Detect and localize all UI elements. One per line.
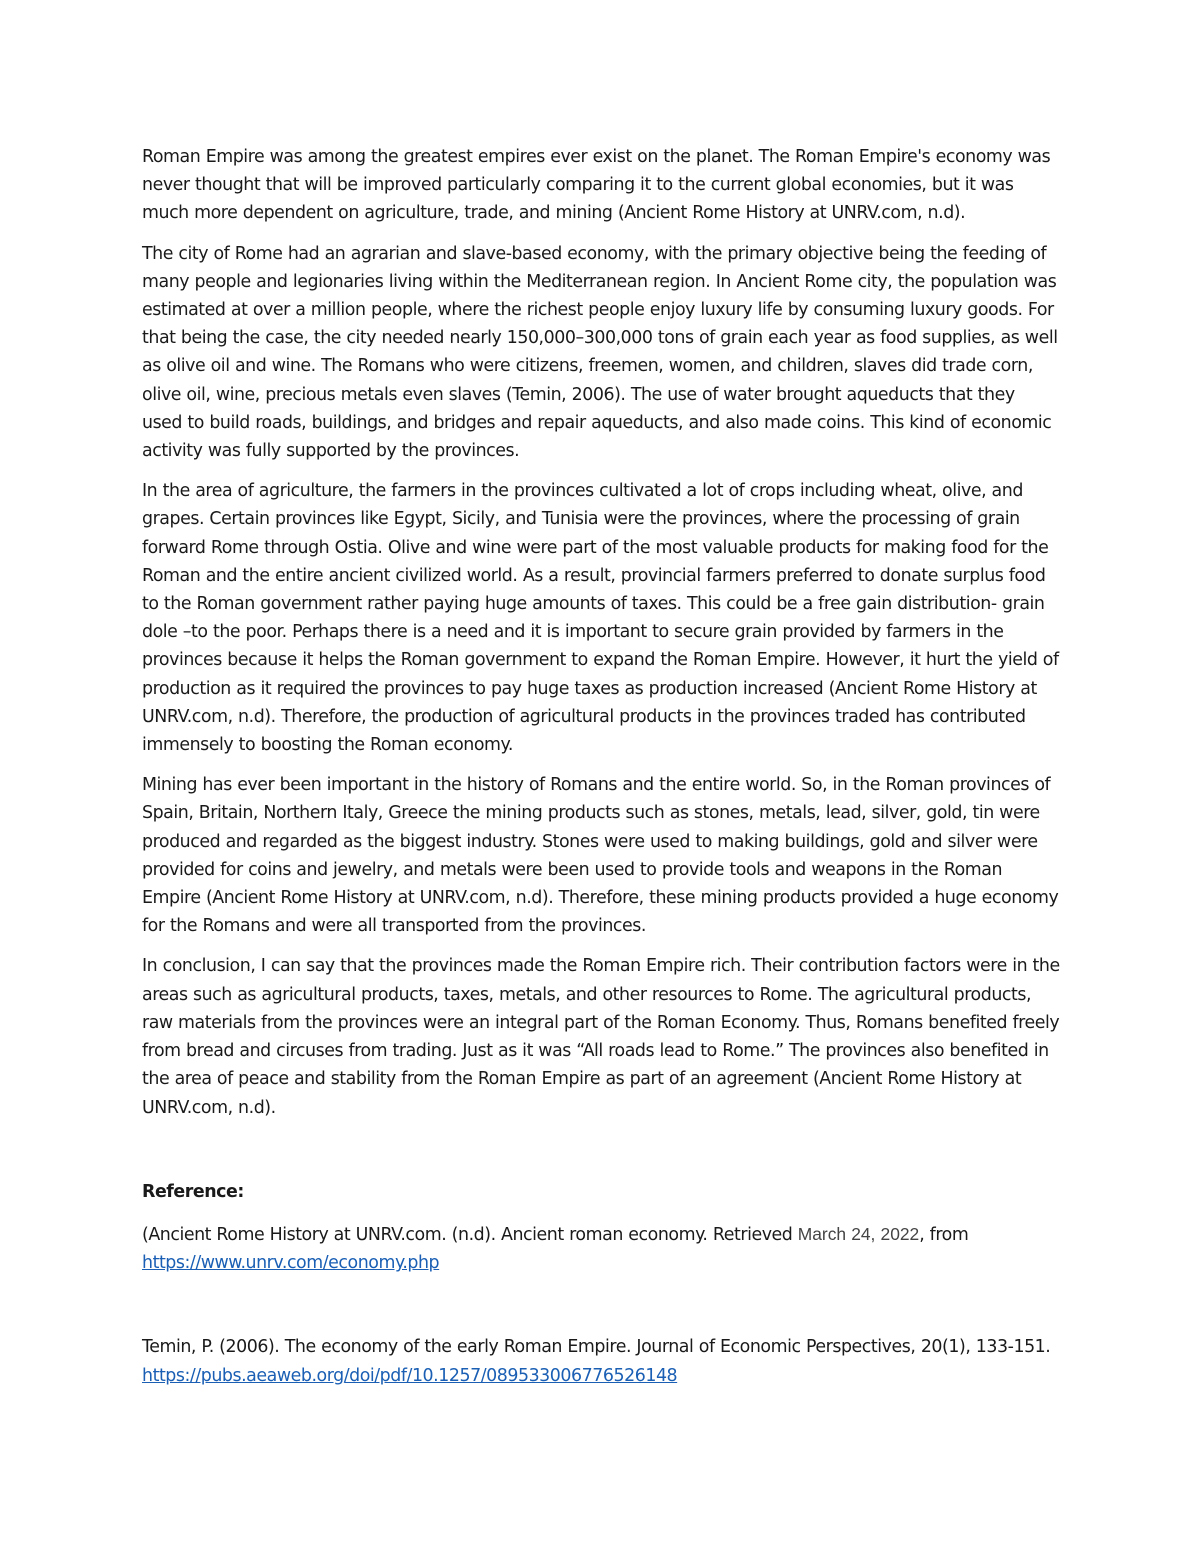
reference-text-after: , from <box>919 1224 969 1245</box>
paragraph-city-economy: The city of Rome had an agrarian and slave-based economy, with the primary objective being the feeding of many people and legionaries living within the Mediterranean region. In Ancient Rome city, the population was estimated at over a million people, where the richest people enjoy luxury life by consuming luxury goods. For that being the case, the city needed nearly 150,000–300,000 tons of grain each year as food supplies, as well as olive oil and wine. The Romans who were citizens, freemen, women, and children, slaves did trade corn, olive oil, wine, precious metals even slaves (Temin, 2006). The use of water brought aqueducts that they used to build roads, buildings, and bridges and repair aqueducts, and also made coins. This kind of economic activity was fully supported by the provinces. <box>142 243 1058 462</box>
paragraph-conclusion: In conclusion, I can say that the provinces made the Roman Empire rich. Their contribution factors were in the areas such as agricultural products, taxes, metals, and other resources to Rome. The agricultural products, raw materials from the provinces were an integral part of the Roman Economy. Thus, Romans benefited freely from bread and circuses from trading. Just as it was “All roads lead to Rome.” The provinces also benefited in the area of peace and stability from the Roman Empire as part of an agreement (Ancient Rome History at UNRV.com, n.d). <box>142 956 1060 1118</box>
paragraph-agriculture: In the area of agriculture, the farmers in the provinces cultivated a lot of crops including wheat, olive, and grapes. Certain provinces like Egypt, Sicily, and Tunisia were the provinces, where the processing of grain forward Rome through Ostia. Olive and wine were part of the most valuable products for making food for the Roman and the entire ancient civilized world. As a result, provincial farmers preferred to donate surplus food to the Roman government rather paying huge amounts of taxes. This could be a free gain distribution- grain dole –to the poor. Perhaps there is a need and it is important to secure grain provided by farmers in the provinces because it helps the Roman government to expand the Roman Empire. However, it hurt the yield of production as it required the provinces to pay huge taxes as production increased (Ancient Rome History at UNRV.com, n.d). Therefore, the production of agricultural products in the provinces traded has contributed immensely to boosting the Roman economy. <box>142 481 1059 756</box>
reference-date: March 24, 2022 <box>797 1223 920 1244</box>
reference-text: Temin, P. (2006). The economy of the early Roman Empire. Journal of Economic Perspectives, 20(1), 133-151. <box>142 1337 1051 1358</box>
reference-link-unrv[interactable]: https://www.unrv.com/economy.php <box>142 1253 440 1274</box>
document-body <box>142 143 1060 1402</box>
paragraph-mining: Mining has ever been important in the history of Romans and the entire world. So, in the Roman provinces of Spain, Britain, Northern Italy, Greece the mining products such as stones, metals, lead, silver, gold, tin were produced and regarded as the biggest industry. Stones were used to making buildings, gold and silver were provided for coins and jewelry, and metals were been used to provide tools and weapons in the Roman Empire (Ancient Rome History at UNRV.com, n.d). Therefore, these mining products provided a huge economy for the Romans and were all transported from the provinces. <box>142 775 1059 937</box>
reference-text: (Ancient Rome History at UNRV.com. (n.d). Ancient roman economy. Retrieved <box>142 1224 798 1245</box>
paragraph-intro: Roman Empire was among the greatest empires ever exist on the planet. The Roman Empire's economy was never thought that will be improved particularly comparing it to the current global economies, but it was much more dependent on agriculture, trade, and mining (Ancient Rome History at UNRV.com, n.d). <box>142 147 1051 224</box>
reference-heading: Reference: <box>142 1181 244 1202</box>
reference-link-temin[interactable]: https://pubs.aeaweb.org/doi/pdf/10.1257/089533006776526148 <box>142 1365 678 1386</box>
reference-item-temin <box>142 1333 1060 1389</box>
reference-item-unrv <box>142 1220 1060 1277</box>
